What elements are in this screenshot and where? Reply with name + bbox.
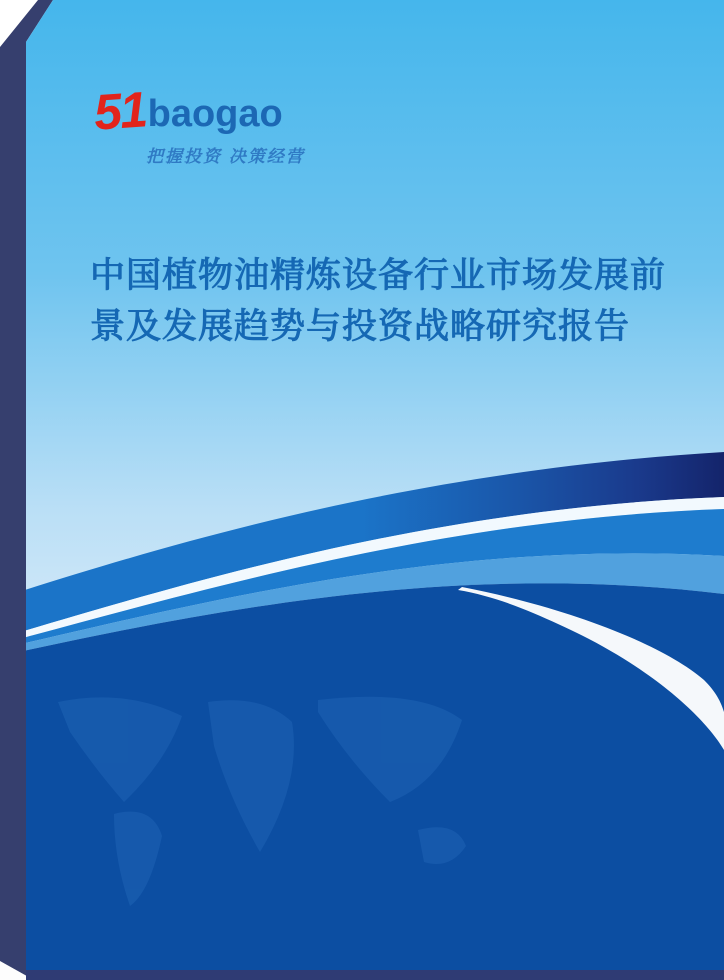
report-title-line2: 景及发展趋势与投资战略研究报告 [90, 307, 631, 346]
bottom-strip [26, 970, 724, 980]
report-title-line1: 中国植物油精炼设备行业市场发展前 [90, 256, 667, 295]
logo-name: baogao [147, 93, 283, 135]
logo-tagline: 把握投资 决策经营 [146, 147, 305, 166]
logo-number: 51 [92, 81, 148, 141]
report-title [90, 250, 680, 352]
logo-wordmark [92, 81, 305, 141]
logo [92, 81, 305, 167]
